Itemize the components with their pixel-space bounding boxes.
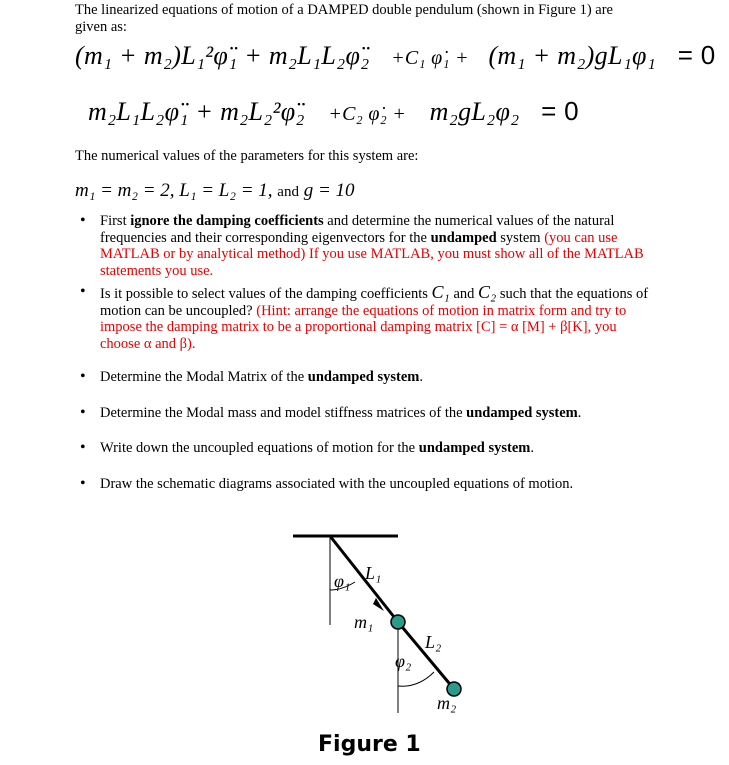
label-m2: m₂	[437, 693, 457, 713]
label-L2: L₂	[425, 632, 442, 652]
parameters-g: g = 10	[303, 180, 355, 201]
eq2-term3: m₂gL₂φ₂	[429, 97, 520, 126]
task1-red-note: (you can use MATLAB or by analytical method) If you use MATLAB, you must show all of the MATLAB statements you use.	[100, 229, 644, 279]
task2-red-hint: (Hint: arrange the equations of motion in matrix form and try to impose the damping matrix to be a proportional damping matrix [C] = α [M] + β[K], you choose α and β).	[100, 302, 627, 352]
task4-end: .	[577, 404, 582, 421]
eq1-rhs: = 0	[677, 40, 716, 70]
task5-bold: undamped system	[418, 440, 531, 456]
task2-text-a: Is it possible to select values of the damping coefficients	[100, 286, 432, 302]
task1-bold-b: undamped	[430, 229, 497, 246]
label-m1: m₁	[354, 612, 374, 632]
figure-caption: Figure 1	[318, 732, 421, 757]
label-phi1: φ₁	[334, 571, 351, 591]
task1-text-b: and determine the numerical values of the natural frequencies and their corresponding eigenvectors for the	[100, 213, 615, 246]
task1-text-c: system	[496, 229, 545, 246]
label-L1: L₁	[365, 563, 382, 583]
parameters-intro: The numerical values of the parameters for this system are:	[75, 148, 419, 164]
task6-text: Draw the schematic diagrams associated with the uncoupled equations of motion.	[100, 475, 574, 492]
label-phi2: φ₂	[395, 651, 412, 671]
eq1-term2: +C₁ φ̇₁ +	[391, 47, 469, 69]
task2-text-b: and	[449, 286, 478, 302]
task2-c2: C₂	[478, 282, 497, 302]
parameters-list: m₁ = m₂ = 2, L₁ = L₂ = 1,	[75, 180, 273, 201]
intro-line-1: The linearized equations of motion of a DAMPED double pendulum (shown in Figure 1) are	[75, 2, 613, 18]
task3-bold: undamped system	[307, 369, 420, 385]
parameters-and: and	[277, 184, 299, 200]
bob-m1	[391, 615, 405, 629]
task4-text: Determine the Modal mass and model stiffness matrices of the	[100, 404, 467, 421]
task5-end: .	[530, 440, 534, 456]
intro-line-2: given as:	[75, 19, 127, 35]
eq1-term3: (m₁ + m₂)gL₁φ₁	[488, 41, 657, 70]
task1-bold-a: ignore the damping coefficients	[130, 213, 324, 229]
task5-text: Write down the uncoupled equations of motion for the	[100, 440, 419, 456]
angle-arc-2	[398, 672, 434, 686]
eq1-term1: (m₁ + m₂)L₁²φ̈₁ + m₂L₁L₂φ̈₂	[75, 41, 370, 70]
task3-text: Determine the Modal Matrix of the	[100, 369, 308, 385]
task2-c1: C₁	[431, 282, 450, 302]
task2-text-c: such that the equations of motion can be uncoupled?	[100, 286, 649, 319]
task4-bold: undamped system	[466, 404, 578, 421]
eq2-term2: +C₂ φ̇₂ +	[328, 103, 407, 125]
task1-text-a: First	[100, 213, 131, 229]
eq2-rhs: = 0	[541, 96, 579, 126]
task3-end: .	[419, 369, 423, 385]
eq2-term1: m₂L₁L₂φ̈₁ + m₂L₂²φ̈₂	[88, 97, 305, 126]
